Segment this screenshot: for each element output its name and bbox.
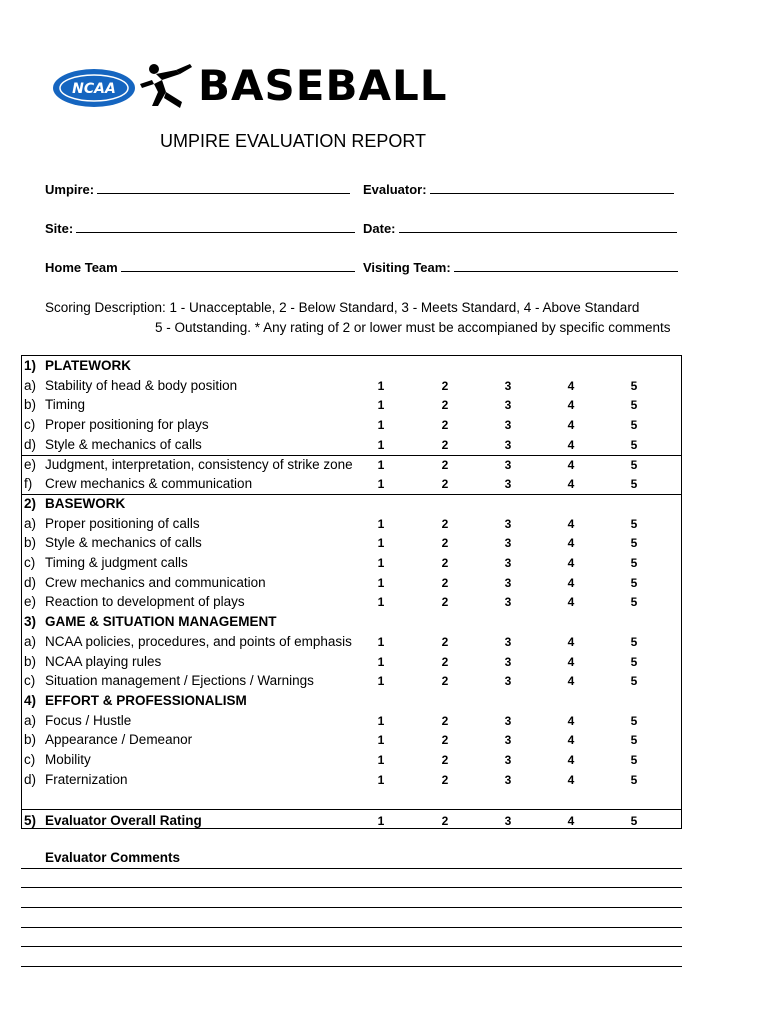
row-text: Timing <box>45 397 86 413</box>
section-header <box>22 356 681 376</box>
ncaa-baseball-logo <box>52 62 492 110</box>
rating-option-4[interactable]: 4 <box>567 772 575 787</box>
rating-option-1[interactable]: 1 <box>377 674 385 689</box>
rating-option-3[interactable]: 3 <box>504 457 512 472</box>
rating-option-3[interactable]: 3 <box>504 477 512 492</box>
rating-option-2[interactable]: 2 <box>441 398 449 413</box>
page-title: UMPIRE EVALUATION REPORT <box>160 131 427 151</box>
rating-option-5[interactable]: 5 <box>630 595 638 610</box>
rating-option-1[interactable]: 1 <box>377 457 385 472</box>
row-letter: f) <box>24 476 33 492</box>
rating-option-1[interactable]: 1 <box>377 556 385 570</box>
rating-option-4[interactable]: 4 <box>567 418 575 433</box>
row-letter: a) <box>24 377 37 393</box>
table-row <box>22 770 681 790</box>
rating-option-2[interactable]: 2 <box>441 595 449 610</box>
table-row <box>22 514 681 534</box>
section-header <box>22 612 681 632</box>
rating-option-3[interactable]: 3 <box>504 753 512 767</box>
rating-option-5[interactable]: 5 <box>630 713 638 728</box>
rating-option-2[interactable]: 2 <box>441 378 449 393</box>
table-row <box>22 711 681 731</box>
rating-option-5[interactable]: 5 <box>630 418 638 433</box>
rating-option-3[interactable]: 3 <box>504 654 512 669</box>
rating-option-5[interactable]: 5 <box>630 733 638 748</box>
rating-option-5[interactable]: 5 <box>630 753 638 767</box>
rating-option-1[interactable]: 1 <box>377 654 385 669</box>
rating-option-4[interactable]: 4 <box>567 378 575 393</box>
rating-option-5[interactable]: 5 <box>630 772 638 787</box>
rating-option-3[interactable]: 3 <box>504 556 512 570</box>
row-letter: 2) <box>24 495 37 511</box>
row-letter: e) <box>24 594 37 610</box>
table-row <box>22 553 681 573</box>
table-row <box>22 435 681 455</box>
table-row <box>22 671 681 691</box>
visiting-team-label: Visiting Team: <box>363 260 451 275</box>
rating-option-2[interactable]: 2 <box>441 814 449 829</box>
row-text: Timing & judgment calls <box>45 555 188 570</box>
rating-option-5[interactable]: 5 <box>630 536 638 551</box>
rating-option-4[interactable]: 4 <box>567 575 575 590</box>
rating-option-2[interactable]: 2 <box>441 457 449 472</box>
table-rule <box>22 809 681 810</box>
row-text: Proper positioning for plays <box>45 417 209 433</box>
comment-line[interactable] <box>21 966 682 967</box>
table-row <box>22 415 681 435</box>
rating-option-1[interactable]: 1 <box>377 733 385 748</box>
row-letter: b) <box>24 732 37 748</box>
rating-option-3[interactable]: 3 <box>504 418 512 433</box>
row-text: Style & mechanics of calls <box>45 535 202 551</box>
rating-option-3[interactable]: 3 <box>504 634 512 649</box>
row-text: Stability of head & body position <box>45 377 238 393</box>
comments-title: Evaluator Comments <box>45 850 181 865</box>
row-text: NCAA playing rules <box>45 653 162 669</box>
rating-option-2[interactable]: 2 <box>441 516 449 531</box>
rating-option-5[interactable]: 5 <box>630 378 638 393</box>
table-row <box>22 376 681 396</box>
rating-option-4[interactable]: 4 <box>567 814 575 829</box>
rating-option-2[interactable]: 2 <box>441 536 449 551</box>
row-text: Reaction to development of plays <box>45 594 245 610</box>
rating-option-1[interactable]: 1 <box>377 575 385 590</box>
umpire-field[interactable] <box>45 182 350 197</box>
ncaa-logo-icon <box>52 68 136 108</box>
rating-option-4[interactable]: 4 <box>567 713 575 728</box>
umpire-label: Umpire: <box>45 182 95 197</box>
rubric-table <box>21 355 682 829</box>
rating-option-4[interactable]: 4 <box>567 556 575 570</box>
rating-option-5[interactable]: 5 <box>630 575 638 590</box>
row-text: GAME & SITUATION MANAGEMENT <box>45 614 277 630</box>
comment-line[interactable] <box>21 907 682 908</box>
rating-option-4[interactable]: 4 <box>567 595 575 610</box>
comment-line[interactable] <box>21 868 682 869</box>
rating-option-3[interactable]: 3 <box>504 516 512 531</box>
row-text: Judgment, interpretation, consistency of strike zone <box>45 456 353 472</box>
table-row <box>22 455 681 475</box>
rating-option-3[interactable]: 3 <box>504 733 512 748</box>
home-team-label: Home Team <box>45 260 118 275</box>
site-field[interactable] <box>45 221 355 236</box>
row-text: Fraternization <box>45 771 128 787</box>
rating-option-1[interactable]: 1 <box>377 713 385 728</box>
overall-rating-row <box>22 811 681 831</box>
rating-option-4[interactable]: 4 <box>567 516 575 531</box>
table-row <box>22 533 681 553</box>
row-letter: c) <box>24 417 36 433</box>
row-text: Appearance / Demeanor <box>45 732 193 748</box>
rating-option-2[interactable]: 2 <box>441 575 449 590</box>
section-header <box>22 494 681 514</box>
rating-option-2[interactable]: 2 <box>441 477 449 492</box>
rating-option-1[interactable]: 1 <box>377 378 385 393</box>
visiting-team-field[interactable] <box>363 260 678 275</box>
site-label: Site: <box>45 221 74 236</box>
rating-option-1[interactable]: 1 <box>377 595 385 610</box>
rating-option-4[interactable]: 4 <box>567 634 575 649</box>
rating-option-2[interactable]: 2 <box>441 713 449 728</box>
rating-option-4[interactable]: 4 <box>567 674 575 689</box>
row-text: Proper positioning of calls <box>45 515 200 531</box>
row-letter: d) <box>24 436 37 452</box>
rating-option-5[interactable]: 5 <box>630 437 638 452</box>
rating-option-2[interactable]: 2 <box>441 753 449 767</box>
rating-option-2[interactable]: 2 <box>441 418 449 433</box>
evaluator-field[interactable] <box>363 182 674 197</box>
table-row <box>22 573 681 593</box>
row-text: BASEWORK <box>45 495 126 511</box>
table-row <box>22 652 681 672</box>
rating-option-3[interactable]: 3 <box>504 536 512 551</box>
table-row <box>22 730 681 750</box>
row-text: Mobility <box>45 752 91 767</box>
row-text: Crew mechanics and communication <box>45 574 266 590</box>
row-text: PLATEWORK <box>45 358 131 373</box>
row-letter: d) <box>24 771 37 787</box>
home-team-field[interactable] <box>45 260 355 275</box>
rating-option-4[interactable]: 4 <box>567 733 575 748</box>
comment-line[interactable] <box>21 927 682 928</box>
scoring-line-2: 5 - Outstanding. * Any rating of 2 or lower must be accompianed by specific comments <box>155 320 671 335</box>
rating-option-1[interactable]: 1 <box>377 536 385 551</box>
rating-option-3[interactable]: 3 <box>504 437 512 452</box>
scoring-description <box>45 298 671 338</box>
rating-option-1[interactable]: 1 <box>377 753 385 767</box>
section-header <box>22 691 681 711</box>
rating-option-2[interactable]: 2 <box>441 437 449 452</box>
rating-option-5[interactable]: 5 <box>630 556 638 570</box>
row-letter: b) <box>24 535 37 551</box>
row-letter: b) <box>24 653 37 669</box>
table-row <box>22 632 681 652</box>
rating-option-1[interactable]: 1 <box>377 418 385 433</box>
rating-option-1[interactable]: 1 <box>377 477 385 492</box>
rating-option-5[interactable]: 5 <box>630 634 638 649</box>
rating-option-3[interactable]: 3 <box>504 713 512 728</box>
rating-option-5[interactable]: 5 <box>630 654 638 669</box>
rating-option-2[interactable]: 2 <box>441 772 449 787</box>
rating-option-3[interactable]: 3 <box>504 378 512 393</box>
table-row <box>22 750 681 770</box>
baseball-player-icon <box>136 62 194 110</box>
row-letter: e) <box>24 456 37 472</box>
rating-option-5[interactable]: 5 <box>630 477 638 492</box>
row-letter: c) <box>24 673 36 689</box>
row-letter: a) <box>24 515 37 531</box>
rating-option-1[interactable]: 1 <box>377 437 385 452</box>
rating-option-4[interactable]: 4 <box>567 437 575 452</box>
rating-option-2[interactable]: 2 <box>441 674 449 689</box>
row-letter: a) <box>24 633 37 649</box>
brand-word: BASEBALL <box>198 61 448 110</box>
comment-line[interactable] <box>21 887 682 888</box>
rating-option-1[interactable]: 1 <box>377 398 385 413</box>
rating-option-4[interactable]: 4 <box>567 654 575 669</box>
row-letter: c) <box>24 555 36 570</box>
rating-option-3[interactable]: 3 <box>504 814 512 829</box>
table-row <box>22 592 681 612</box>
row-text: EFFORT & PROFESSIONALISM <box>45 692 247 708</box>
table-row <box>22 474 681 494</box>
row-letter: a) <box>24 712 37 728</box>
rating-option-3[interactable]: 3 <box>504 575 512 590</box>
table-row <box>22 395 681 415</box>
rating-option-2[interactable]: 2 <box>441 654 449 669</box>
row-letter: 1) <box>24 358 37 373</box>
rating-option-5[interactable]: 5 <box>630 674 638 689</box>
rating-option-4[interactable]: 4 <box>567 753 575 767</box>
svg-text:NCAA: NCAA <box>72 81 116 97</box>
rating-option-3[interactable]: 3 <box>504 595 512 610</box>
row-text: Crew mechanics & communication <box>45 476 253 492</box>
row-text: NCAA policies, procedures, and points of emphasis <box>45 633 352 649</box>
row-letter: 5) <box>24 813 37 829</box>
rating-option-5[interactable]: 5 <box>630 398 638 413</box>
rating-option-3[interactable]: 3 <box>504 398 512 413</box>
rating-option-3[interactable]: 3 <box>504 772 512 787</box>
rating-option-1[interactable]: 1 <box>377 814 385 829</box>
rating-option-2[interactable]: 2 <box>441 733 449 748</box>
rating-option-5[interactable]: 5 <box>630 457 638 472</box>
rating-option-4[interactable]: 4 <box>567 398 575 413</box>
row-text: Focus / Hustle <box>45 712 132 728</box>
row-letter: c) <box>24 752 36 767</box>
row-letter: b) <box>24 397 37 413</box>
date-field[interactable] <box>363 221 677 236</box>
rating-option-4[interactable]: 4 <box>567 536 575 551</box>
scoring-line-1: Scoring Description: 1 - Unacceptable, 2 - Below Standard, 3 - Meets Standard, 4 - Above Standard <box>45 300 640 315</box>
evaluator-label: Evaluator: <box>363 182 427 197</box>
rating-option-1[interactable]: 1 <box>377 516 385 531</box>
rating-option-5[interactable]: 5 <box>630 814 638 829</box>
date-label: Date: <box>363 221 396 236</box>
comment-line[interactable] <box>21 946 682 947</box>
row-text: Situation management / Ejections / Warnings <box>45 673 314 689</box>
row-text: Evaluator Overall Rating <box>45 813 202 829</box>
rating-option-1[interactable]: 1 <box>377 634 385 649</box>
rating-option-5[interactable]: 5 <box>630 516 638 531</box>
rating-option-2[interactable]: 2 <box>441 556 449 570</box>
rating-option-4[interactable]: 4 <box>567 457 575 472</box>
rating-option-1[interactable]: 1 <box>377 772 385 787</box>
rating-option-2[interactable]: 2 <box>441 634 449 649</box>
row-text: Style & mechanics of calls <box>45 436 202 452</box>
rating-option-3[interactable]: 3 <box>504 674 512 689</box>
row-letter: d) <box>24 574 37 590</box>
rating-option-4[interactable]: 4 <box>567 477 575 492</box>
row-letter: 4) <box>24 692 37 708</box>
row-letter: 3) <box>24 614 37 630</box>
